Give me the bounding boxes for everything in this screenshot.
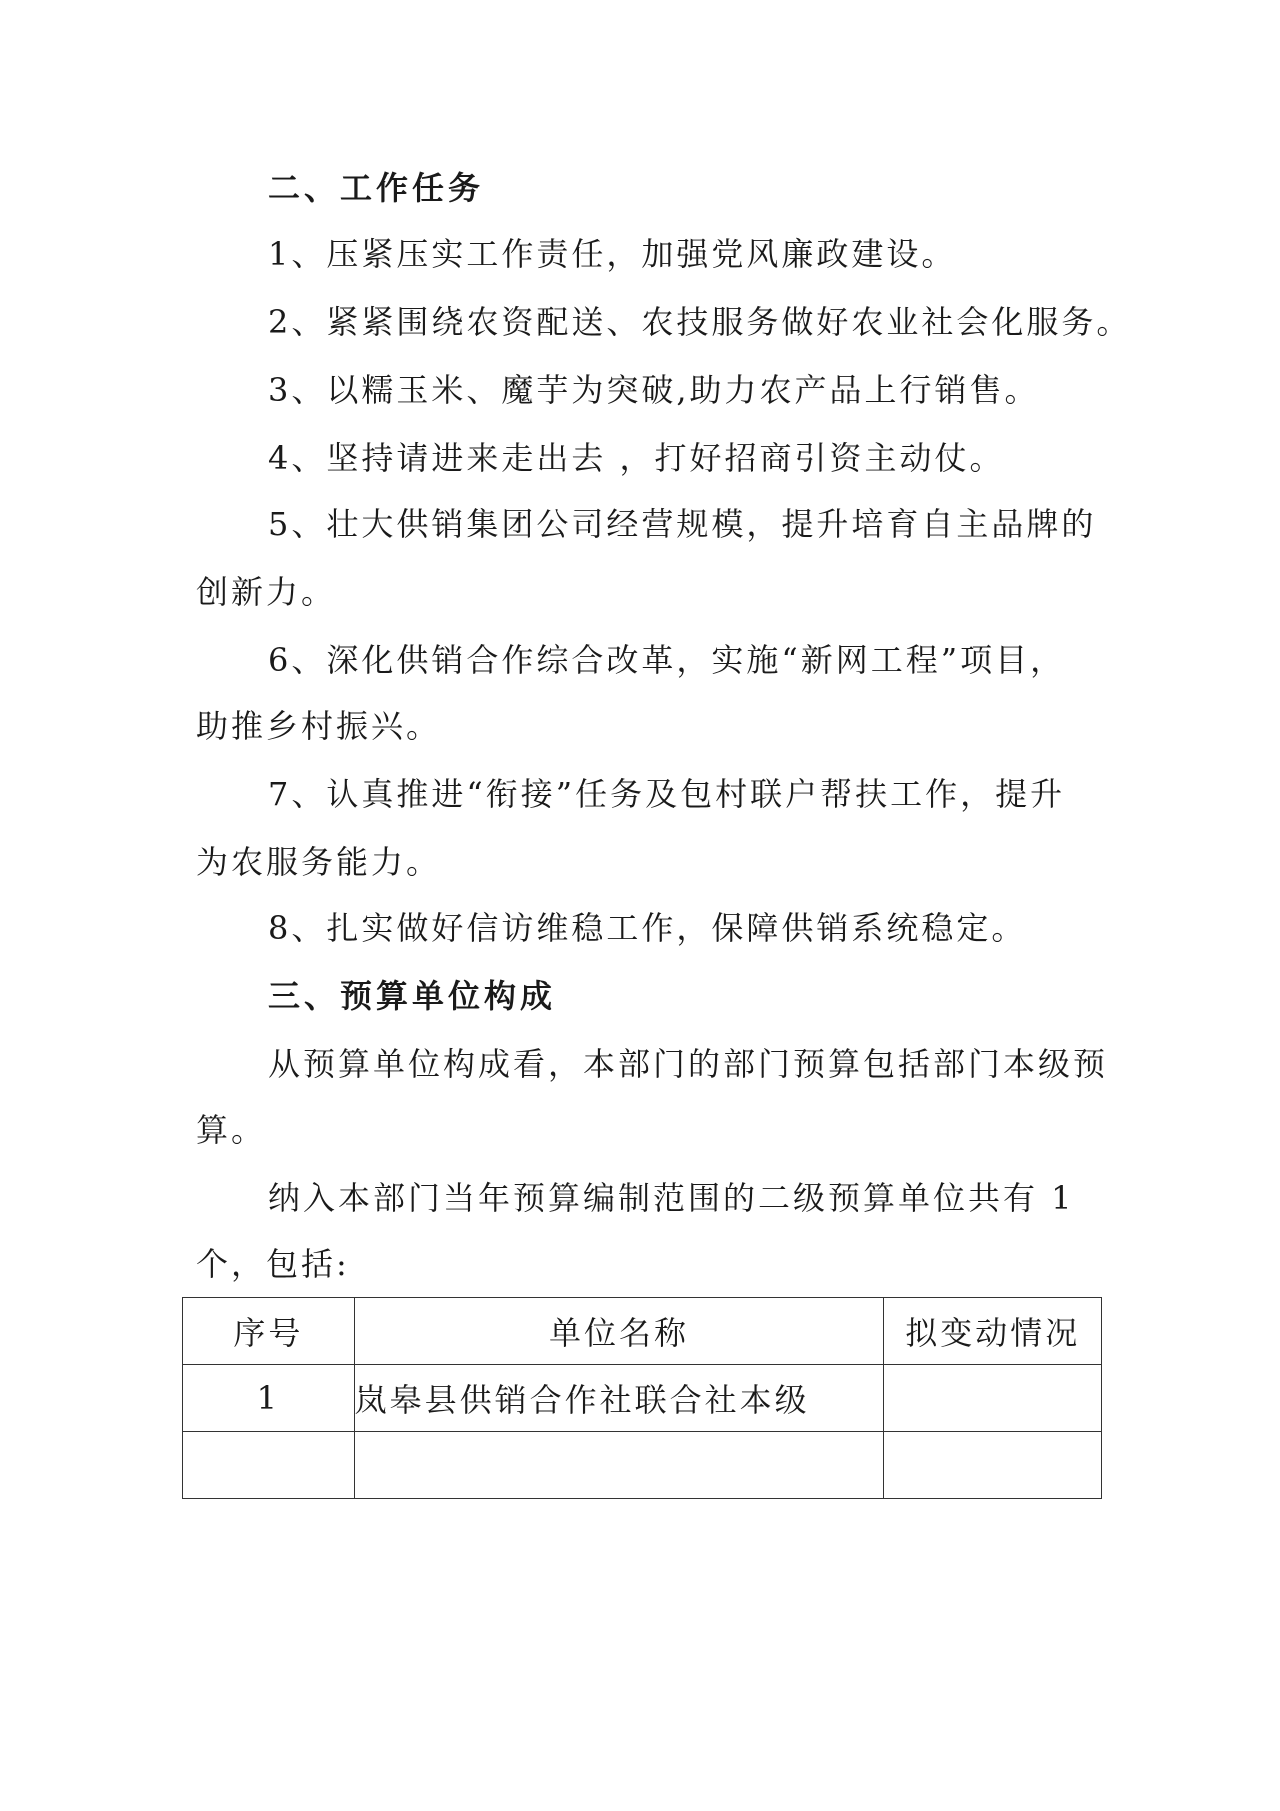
cell-unit-name bbox=[354, 1432, 884, 1499]
section-heading-budget-units: 三、预算单位构成 bbox=[268, 977, 557, 1015]
cell-unit-name: 岚皋县供销合作社联合社本级 bbox=[354, 1365, 884, 1432]
task-item-6-line-1: 6、深化供销合作综合改革，实施“新网工程”项目， bbox=[268, 641, 1066, 679]
header-serial-number: 序号 bbox=[183, 1298, 355, 1365]
task-item-7-line-2: 为农服务能力。 bbox=[196, 843, 442, 881]
header-planned-change: 拟变动情况 bbox=[884, 1298, 1102, 1365]
task-item-5-line-1: 5、壮大供销集团公司经营规模，提升培育自主品牌的 bbox=[268, 505, 1097, 543]
task-item-1: 1、压紧压实工作责任，加强党风廉政建设。 bbox=[268, 235, 957, 273]
task-item-8: 8、扎实做好信访维稳工作，保障供销系统稳定。 bbox=[268, 909, 1027, 947]
section-heading-work-tasks: 二、工作任务 bbox=[268, 169, 485, 207]
task-item-7-line-1: 7、认真推进“衔接”任务及包村联户帮扶工作，提升 bbox=[268, 775, 1066, 813]
task-item-2: 2、紧紧围绕农资配送、农技服务做好农业社会化服务。 bbox=[268, 303, 1132, 341]
budget-para-2-line-1: 纳入本部门当年预算编制范围的二级预算单位共有 1 bbox=[268, 1179, 1075, 1217]
task-item-5-line-2: 创新力。 bbox=[196, 573, 337, 611]
task-item-3: 3、以糯玉米、魔芋为突破,助力农产品上行销售。 bbox=[268, 371, 1040, 409]
header-unit-name: 单位名称 bbox=[354, 1298, 884, 1365]
table-row bbox=[183, 1432, 1102, 1499]
cell-serial-number bbox=[183, 1432, 355, 1499]
task-item-4: 4、坚持请进来走出去 ，打好招商引资主动仗。 bbox=[268, 439, 1005, 477]
cell-planned-change bbox=[884, 1432, 1102, 1499]
budget-para-1-line-2: 算。 bbox=[196, 1111, 267, 1149]
table-row bbox=[183, 1365, 1102, 1432]
budget-para-1-line-1: 从预算单位构成看，本部门的部门预算包括部门本级预 bbox=[268, 1045, 1109, 1083]
cell-serial-number: 1 bbox=[183, 1365, 355, 1432]
budget-units-table bbox=[182, 1297, 1102, 1499]
budget-para-2-line-2: 个，包括: bbox=[196, 1245, 350, 1283]
table-header-row bbox=[183, 1298, 1102, 1365]
task-item-6-line-2: 助推乡村振兴。 bbox=[196, 707, 442, 745]
cell-planned-change bbox=[884, 1365, 1102, 1432]
